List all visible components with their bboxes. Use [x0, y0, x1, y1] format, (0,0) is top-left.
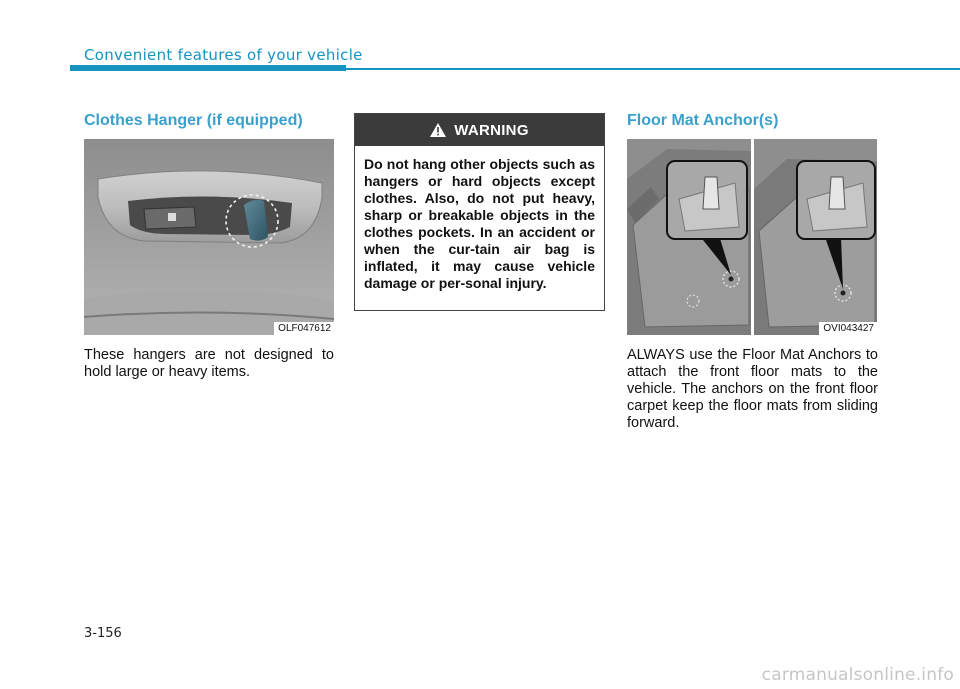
warning-label: WARNING: [454, 121, 529, 139]
clothes-hanger-illustration: [84, 139, 334, 335]
figure-code: OLF047612: [274, 322, 334, 335]
clothes-hanger-body: These hangers are not designed to hold large or heavy items.: [84, 347, 334, 380]
section-header-title: Convenient features of your vehicle: [84, 46, 363, 64]
header-accent-bar: [70, 65, 346, 71]
figure-code: OVI043427: [819, 322, 877, 335]
warning-text: Do not hang other objects such as hangers or hard objects except clothes. Also, do not put heavy, sharp or breakable objects in the clothes pockets. In an accident or when the cur-tain air bag is inflated, it may cause vehicle damage or per-sonal injury.: [364, 156, 595, 291]
floor-mat-anchor-illustration: [627, 139, 877, 335]
warning-triangle-icon: [430, 123, 446, 137]
watermark: carmanualsonline.info: [761, 665, 954, 685]
floor-mat-anchor-figure: [627, 139, 877, 335]
page-number: 3-156: [84, 626, 122, 641]
clothes-hanger-figure: [84, 139, 334, 335]
floor-mat-anchor-heading: Floor Mat Anchor(s): [627, 112, 779, 129]
warning-header: [355, 114, 604, 146]
warning-box: [354, 113, 605, 311]
floor-mat-anchor-body: ALWAYS use the Floor Mat Anchors to attach the front floor mats to the vehicle. The anchors on the front floor carpet keep the floor mats from sliding forward.: [627, 347, 878, 431]
header-rule: [346, 68, 960, 70]
clothes-hanger-heading: Clothes Hanger (if equipped): [84, 112, 303, 129]
